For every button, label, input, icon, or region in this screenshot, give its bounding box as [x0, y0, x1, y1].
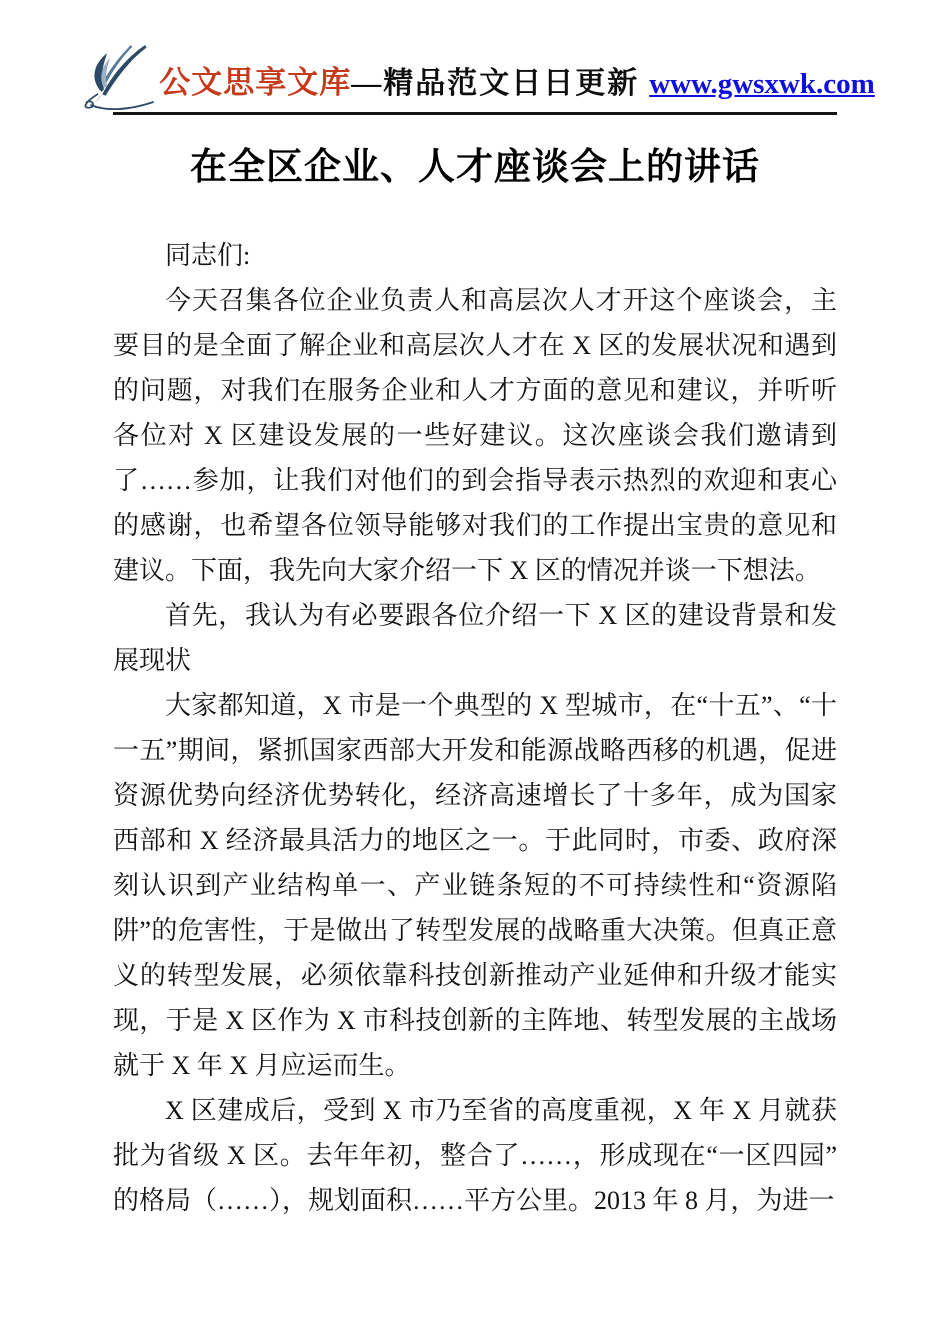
- paragraph-opening: 今天召集各位企业负责人和高层次人才开这个座谈会，主要目的是全面了解企业和高层次人才在 X 区的发展状况和遇到的问题，对我们在服务企业和人才方面的意见和建议，并听听各位对 X 区建设发展的一些好建议。这次座谈会我们邀请到了……参加，让我们对他们的到会指导表示热烈的欢迎和衷心的感谢，也希望各位领导能够对我们的工作提出宝贵的意见和建议。下面，我先向大家介绍一下 X 区的情况并谈一下想法。: [113, 286, 837, 585]
- site-header: [113, 0, 875, 102]
- paragraph-district-status: X 区建成后，受到 X 市乃至省的高度重视，X 年 X 月就获批为省级 X 区。去年年初，整合了……，形成现在“一区四园”的格局（……），规划面积……平方公里。2013 年 8 月，为进一: [113, 1096, 837, 1215]
- header-divider: [113, 112, 837, 115]
- document-title: 在全区企业、人才座谈会上的讲话: [190, 147, 760, 188]
- paragraph-salutation: 同志们:: [165, 241, 251, 270]
- paragraph-section-lead: 首先，我认为有必要跟各位介绍一下 X 区的建设背景和发展现状: [113, 601, 837, 675]
- site-url-link[interactable]: www.gwsxwk.com: [649, 68, 875, 101]
- site-header-text: [159, 67, 875, 102]
- site-tagline: —精品范文日日更新: [351, 67, 640, 101]
- document-body: [113, 233, 837, 1223]
- site-name: 公文思享文库: [159, 65, 352, 101]
- quill-pen-logo-icon: [75, 42, 155, 110]
- paragraph-background: 大家都知道，X 市是一个典型的 X 型城市，在“十五”、“十一五”期间，紧抓国家西部大开发和能源战略西移的机遇，促进资源优势向经济优势转化，经济高速增长了十多年，成为国家西部和 X 经济最具活力的地区之一。于此同时，市委、政府深刻认识到产业结构单一、产业链条短的不可持续性和“资源陷阱”的危害性，于是做出了转型发展的战略重大决策。但真正意义的转型发展，必须依靠科技创新推动产业延伸和升级才能实现，于是 X 区作为 X 市科技创新的主阵地、转型发展的主战场就于 X 年 X 月应运而生。: [113, 691, 837, 1080]
